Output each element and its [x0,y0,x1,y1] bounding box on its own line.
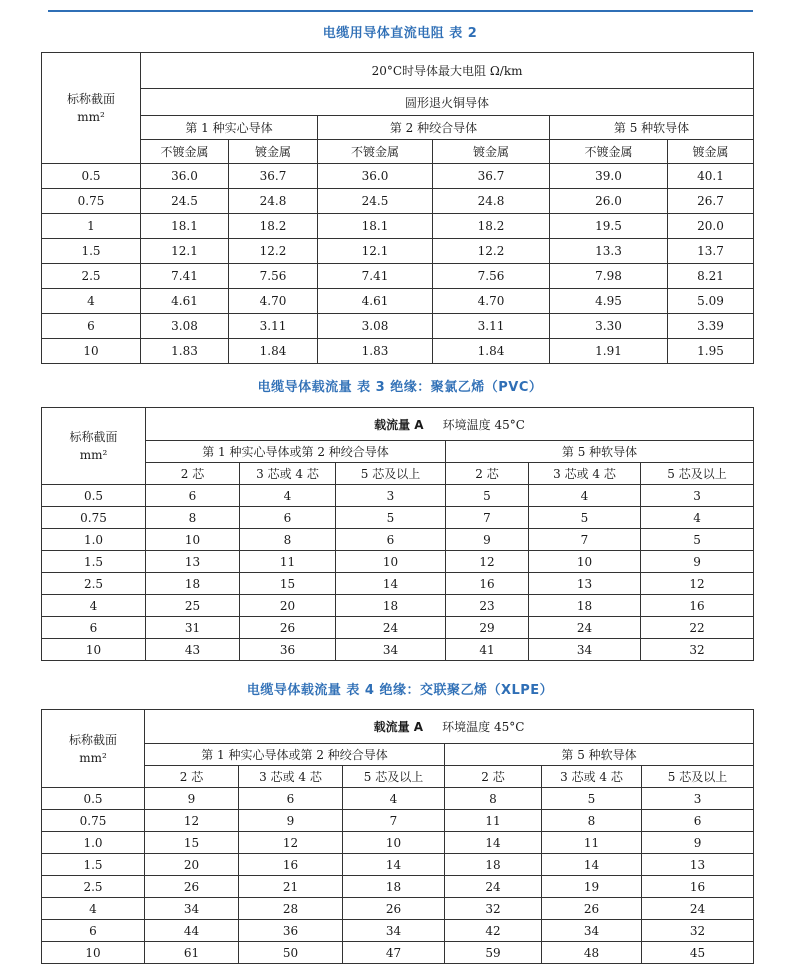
value-cell: 11 [240,551,336,573]
table2-sub-header: 不镀金属 [141,140,229,164]
value-cell: 18.2 [433,214,550,239]
table4-sub-header: 2 芯 [145,766,239,788]
cross-section-cell: 6 [42,314,141,339]
value-cell: 4.95 [550,289,668,314]
table-row [42,214,754,239]
value-cell: 19 [542,876,642,898]
table2-header-top: 20°C时导体最大电阻 Ω/km [141,53,754,89]
stub-unit: mm² [79,750,107,765]
stub-unit: mm² [77,110,105,124]
value-cell: 4 [240,485,336,507]
table-row [42,617,754,639]
value-cell: 1.84 [229,339,318,364]
value-cell: 7.41 [141,264,229,289]
value-cell: 24.5 [141,189,229,214]
value-cell: 18 [336,595,446,617]
value-cell: 12.2 [229,239,318,264]
stub-unit: mm² [79,448,108,462]
value-cell: 39.0 [550,164,668,189]
table3-group-header: 第 1 种实心导体或第 2 种绞合导体 [146,441,446,463]
value-cell: 47 [343,942,445,964]
cross-section-cell: 1.5 [42,854,145,876]
cross-section-cell: 2.5 [42,573,146,595]
value-cell: 36 [239,920,343,942]
value-cell: 9 [239,810,343,832]
resistance-table [41,52,754,364]
table3-sub-header: 5 芯及以上 [336,463,446,485]
value-cell: 3 [641,485,754,507]
stub-label: 标称截面 [69,430,118,444]
cross-section-cell: 6 [42,920,145,942]
value-cell: 3.11 [433,314,550,339]
ambient-temperature: 环境温度 45°C [442,417,525,432]
value-cell: 6 [239,788,343,810]
table4-sub-header: 5 芯及以上 [642,766,754,788]
value-cell: 32 [642,920,754,942]
value-cell: 9 [641,551,754,573]
table-row [42,264,754,289]
value-cell: 28 [239,898,343,920]
value-cell: 1.84 [433,339,550,364]
value-cell: 13 [529,573,641,595]
top-rule [48,10,753,12]
value-cell: 8 [240,529,336,551]
value-cell: 18 [529,595,641,617]
value-cell: 29 [446,617,529,639]
cross-section-cell: 10 [42,942,145,964]
value-cell: 7 [446,507,529,529]
value-cell: 42 [445,920,542,942]
value-cell: 13 [642,854,754,876]
value-cell: 13.7 [668,239,754,264]
value-cell: 5 [641,529,754,551]
value-cell: 34 [529,639,641,661]
cross-section-cell: 1.0 [42,832,145,854]
value-cell: 24 [529,617,641,639]
cross-section-cell: 0.75 [42,507,146,529]
table-row [42,876,754,898]
value-cell: 31 [146,617,240,639]
value-cell: 11 [445,810,542,832]
table-row [42,810,754,832]
value-cell: 43 [146,639,240,661]
table-row [42,854,754,876]
value-cell: 20 [145,854,239,876]
value-cell: 3 [336,485,446,507]
cross-section-cell: 0.75 [42,810,145,832]
table4-group-header: 第 1 种实心导体或第 2 种绞合导体 [145,744,445,766]
value-cell: 50 [239,942,343,964]
value-cell: 25 [146,595,240,617]
table-row [42,529,754,551]
table2-header-mid: 圆形退火铜导体 [141,89,754,116]
value-cell: 24.8 [433,189,550,214]
value-cell: 6 [146,485,240,507]
table3-header-top [146,408,754,441]
value-cell: 14 [445,832,542,854]
value-cell: 1.83 [141,339,229,364]
value-cell: 18.2 [229,214,318,239]
value-cell: 23 [446,595,529,617]
cross-section-cell: 4 [42,289,141,314]
value-cell: 6 [240,507,336,529]
table4-sub-header: 2 芯 [445,766,542,788]
table2-sub-header: 不镀金属 [550,140,668,164]
table3-sub-header: 5 芯及以上 [641,463,754,485]
table3-sub-header: 3 芯或 4 芯 [240,463,336,485]
cross-section-cell: 0.5 [42,485,146,507]
value-cell: 18 [146,573,240,595]
value-cell: 40.1 [668,164,754,189]
cross-section-cell: 1.0 [42,529,146,551]
value-cell: 36.7 [229,164,318,189]
value-cell: 16 [642,876,754,898]
value-cell: 5 [446,485,529,507]
value-cell: 20 [240,595,336,617]
cross-section-cell: 0.5 [42,788,145,810]
value-cell: 12.2 [433,239,550,264]
value-cell: 18 [343,876,445,898]
value-cell: 24 [642,898,754,920]
value-cell: 12 [446,551,529,573]
table2-caption: 电缆用导体直流电阻 表 2 [322,26,478,41]
value-cell: 8 [542,810,642,832]
table3-group-header: 第 5 种软导体 [446,441,754,463]
value-cell: 8 [445,788,542,810]
table-row [42,314,754,339]
value-cell: 1.83 [318,339,433,364]
value-cell: 48 [542,942,642,964]
table-row [42,164,754,189]
value-cell: 34 [542,920,642,942]
table-row [42,832,754,854]
cross-section-cell: 1.5 [42,551,146,573]
value-cell: 36.7 [433,164,550,189]
value-cell: 16 [641,595,754,617]
ambient-temperature: 环境温度 45°C [442,720,525,734]
value-cell: 11 [542,832,642,854]
value-cell: 5 [336,507,446,529]
value-cell: 13 [146,551,240,573]
table4-header-top [145,710,754,744]
table-row [42,942,754,964]
value-cell: 4.61 [318,289,433,314]
cross-section-cell: 0.5 [42,164,141,189]
table-row [42,639,754,661]
table-row [42,788,754,810]
table4-caption: 电缆导体载流量 表 4 绝缘：交联聚乙烯（XLPE） [246,683,554,698]
table2-sub-header: 镀金属 [433,140,550,164]
value-cell: 26 [343,898,445,920]
value-cell: 4 [343,788,445,810]
value-cell: 36.0 [318,164,433,189]
value-cell: 4.61 [141,289,229,314]
value-cell: 7.98 [550,264,668,289]
value-cell: 10 [146,529,240,551]
cross-section-cell: 1.5 [42,239,141,264]
table4-group-header: 第 5 种软导体 [445,744,754,766]
table2-sub-header: 镀金属 [229,140,318,164]
value-cell: 14 [343,854,445,876]
value-cell: 4 [641,507,754,529]
value-cell: 12 [239,832,343,854]
value-cell: 34 [145,898,239,920]
table-row [42,339,754,364]
value-cell: 12.1 [318,239,433,264]
ampacity-label: 载流量 A [373,720,424,734]
cross-section-cell: 10 [42,639,146,661]
value-cell: 26.0 [550,189,668,214]
value-cell: 24.8 [229,189,318,214]
value-cell: 4.70 [229,289,318,314]
table-row [42,551,754,573]
value-cell: 32 [641,639,754,661]
table2-group-header: 第 5 种软导体 [550,116,754,140]
table-row [42,507,754,529]
value-cell: 7.56 [433,264,550,289]
value-cell: 36 [240,639,336,661]
cross-section-cell: 4 [42,898,145,920]
table3-sub-header: 3 芯或 4 芯 [529,463,641,485]
table2-sub-header: 镀金属 [668,140,754,164]
value-cell: 18 [445,854,542,876]
value-cell: 32 [445,898,542,920]
value-cell: 3.11 [229,314,318,339]
value-cell: 13.3 [550,239,668,264]
value-cell: 18.1 [141,214,229,239]
table2-stub-header [42,53,141,164]
value-cell: 36.0 [141,164,229,189]
value-cell: 26 [542,898,642,920]
value-cell: 24 [336,617,446,639]
stub-label: 标称截面 [68,732,117,747]
value-cell: 4 [529,485,641,507]
value-cell: 26 [240,617,336,639]
table-row [42,239,754,264]
cross-section-cell: 4 [42,595,146,617]
table-row [42,898,754,920]
table3-caption: 电缆导体载流量 表 3 绝缘：聚氯乙烯（PVC） [257,380,543,395]
xlpe-ampacity-table [41,709,754,964]
value-cell: 5 [529,507,641,529]
value-cell: 26.7 [668,189,754,214]
value-cell: 8.21 [668,264,754,289]
stub-label: 标称截面 [66,92,115,106]
table-row [42,573,754,595]
table3-sub-header: 2 芯 [446,463,529,485]
table4-sub-header: 5 芯及以上 [343,766,445,788]
value-cell: 8 [146,507,240,529]
table-row [42,595,754,617]
value-cell: 16 [446,573,529,595]
table-row [42,920,754,942]
ampacity-label: 载流量 A [374,417,424,432]
table2-sub-header: 不镀金属 [318,140,433,164]
value-cell: 61 [145,942,239,964]
value-cell: 59 [445,942,542,964]
cross-section-cell: 2.5 [42,264,141,289]
value-cell: 6 [642,810,754,832]
value-cell: 45 [642,942,754,964]
cross-section-cell: 10 [42,339,141,364]
value-cell: 6 [336,529,446,551]
value-cell: 20.0 [668,214,754,239]
value-cell: 7.41 [318,264,433,289]
cross-section-cell: 1 [42,214,141,239]
value-cell: 34 [336,639,446,661]
value-cell: 9 [446,529,529,551]
table2-group-header: 第 1 种实心导体 [141,116,318,140]
value-cell: 5.09 [668,289,754,314]
table2-group-header: 第 2 种绞合导体 [318,116,550,140]
value-cell: 10 [343,832,445,854]
value-cell: 15 [145,832,239,854]
table4-stub-header [42,710,145,788]
value-cell: 24.5 [318,189,433,214]
value-cell: 3.08 [318,314,433,339]
value-cell: 7 [343,810,445,832]
value-cell: 3.30 [550,314,668,339]
value-cell: 12.1 [141,239,229,264]
value-cell: 1.95 [668,339,754,364]
table-row [42,189,754,214]
value-cell: 10 [529,551,641,573]
cross-section-cell: 6 [42,617,146,639]
value-cell: 26 [145,876,239,898]
value-cell: 9 [145,788,239,810]
value-cell: 12 [641,573,754,595]
value-cell: 14 [542,854,642,876]
cross-section-cell: 0.75 [42,189,141,214]
value-cell: 9 [642,832,754,854]
value-cell: 3 [642,788,754,810]
value-cell: 12 [145,810,239,832]
value-cell: 3.08 [141,314,229,339]
value-cell: 4.70 [433,289,550,314]
value-cell: 34 [343,920,445,942]
value-cell: 44 [145,920,239,942]
table-row [42,289,754,314]
table4-sub-header: 3 芯或 4 芯 [542,766,642,788]
value-cell: 10 [336,551,446,573]
table4-sub-header: 3 芯或 4 芯 [239,766,343,788]
table3-sub-header: 2 芯 [146,463,240,485]
value-cell: 19.5 [550,214,668,239]
cross-section-cell: 2.5 [42,876,145,898]
value-cell: 21 [239,876,343,898]
value-cell: 1.91 [550,339,668,364]
value-cell: 5 [542,788,642,810]
value-cell: 7 [529,529,641,551]
value-cell: 7.56 [229,264,318,289]
value-cell: 16 [239,854,343,876]
value-cell: 22 [641,617,754,639]
value-cell: 18.1 [318,214,433,239]
pvc-ampacity-table [41,407,754,661]
value-cell: 24 [445,876,542,898]
value-cell: 3.39 [668,314,754,339]
value-cell: 14 [336,573,446,595]
table-row [42,485,754,507]
value-cell: 41 [446,639,529,661]
value-cell: 15 [240,573,336,595]
table3-stub-header [42,408,146,485]
